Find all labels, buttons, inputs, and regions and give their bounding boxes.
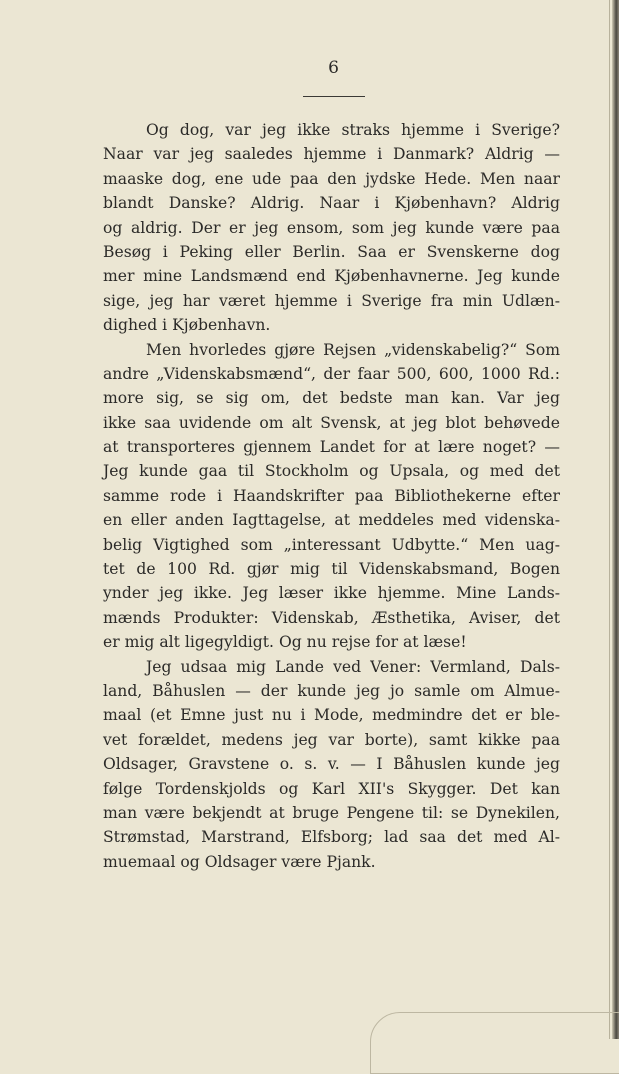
text-line: Besøg i Peking eller Berlin. Saa er Svenskerne dog	[103, 242, 560, 261]
text-line: en eller anden Iagttagelse, at meddeles med videnska-	[103, 511, 560, 530]
page-curl	[370, 1012, 619, 1074]
page-number: 6	[328, 58, 339, 78]
text-line: man være bekjendt at bruge Pengene til: se Dynekilen,	[103, 803, 560, 822]
text-line: maal (et Emne just nu i Mode, medmindre det er ble-	[103, 706, 560, 725]
text-line: land, Båhuslen — der kunde jeg jo samle om Almue-	[103, 681, 560, 700]
text-line: blandt Danske? Aldrig. Naar i Kjøbenhavn? Aldrig	[103, 194, 560, 213]
text-line: følge Tordenskjolds og Karl XII's Skygger. Det kan	[103, 779, 560, 798]
text-line: andre „Videnskabsmænd“, der faar 500, 600, 1000 Rd.:	[103, 364, 560, 383]
text-line: more sig, se sig om, det bedste man kan. Var jeg	[103, 389, 560, 408]
text-line: Men hvorledes gjøre Rejsen „videnskabelig?“ Som	[146, 340, 560, 359]
text-line: tet de 100 Rd. gjør mig til Videnskabsmand, Bogen	[103, 560, 560, 579]
text-line: er mig alt ligegyldigt. Og nu rejse for at læse!	[103, 633, 467, 652]
text-line: mer mine Landsmænd end Kjøbenhavnerne. Jeg kunde	[103, 267, 560, 286]
book-spine-edge	[612, 0, 619, 1039]
text-line: og aldrig. Der er jeg ensom, som jeg kunde være paa	[103, 218, 560, 237]
text-line: Jeg kunde gaa til Stockholm og Upsala, og med det	[103, 462, 560, 481]
page-edge-line	[609, 0, 610, 1039]
text-line: Og dog, var jeg ikke straks hjemme i Sverige?	[146, 121, 560, 139]
text-line: Naar var jeg saaledes hjemme i Danmark? Aldrig —	[103, 145, 560, 164]
text-line: belig Vigtighed som „interessant Udbytte.“ Men uag-	[103, 535, 560, 554]
text-line: dighed i Kjøbenhavn.	[103, 316, 271, 335]
text-line: ikke saa uvidende om alt Svensk, at jeg blot behøvede	[103, 413, 560, 432]
text-line: mænds Produkter: Videnskab, Æsthetika, Aviser, det	[103, 608, 560, 627]
text-line: vet forældet, medens jeg var borte), samt kikke paa	[103, 730, 560, 749]
text-line: ynder jeg ikke. Jeg læser ikke hjemme. Mine Lands-	[103, 584, 560, 603]
body-text	[103, 118, 560, 874]
text-line: Jeg udsaa mig Lande ved Vener: Vermland, Dals-	[146, 657, 560, 676]
text-line: Strømstad, Marstrand, Elfsborg; lad saa det med Al-	[103, 828, 560, 847]
text-line: samme rode i Haandskrifter paa Bibliothekerne efter	[103, 486, 560, 505]
text-line: maaske dog, ene ude paa den jydske Hede. Men naar	[103, 169, 560, 188]
text-line: muemaal og Oldsager være Pjank.	[103, 852, 376, 871]
text-line: sige, jeg har været hjemme i Sverige fra min Udlæn-	[103, 291, 560, 310]
text-line: Oldsager, Gravstene o. s. v. — I Båhuslen kunde jeg	[103, 755, 560, 774]
text-line: at transporteres gjennem Landet for at lære noget? —	[103, 438, 560, 457]
header-rule	[303, 96, 365, 97]
